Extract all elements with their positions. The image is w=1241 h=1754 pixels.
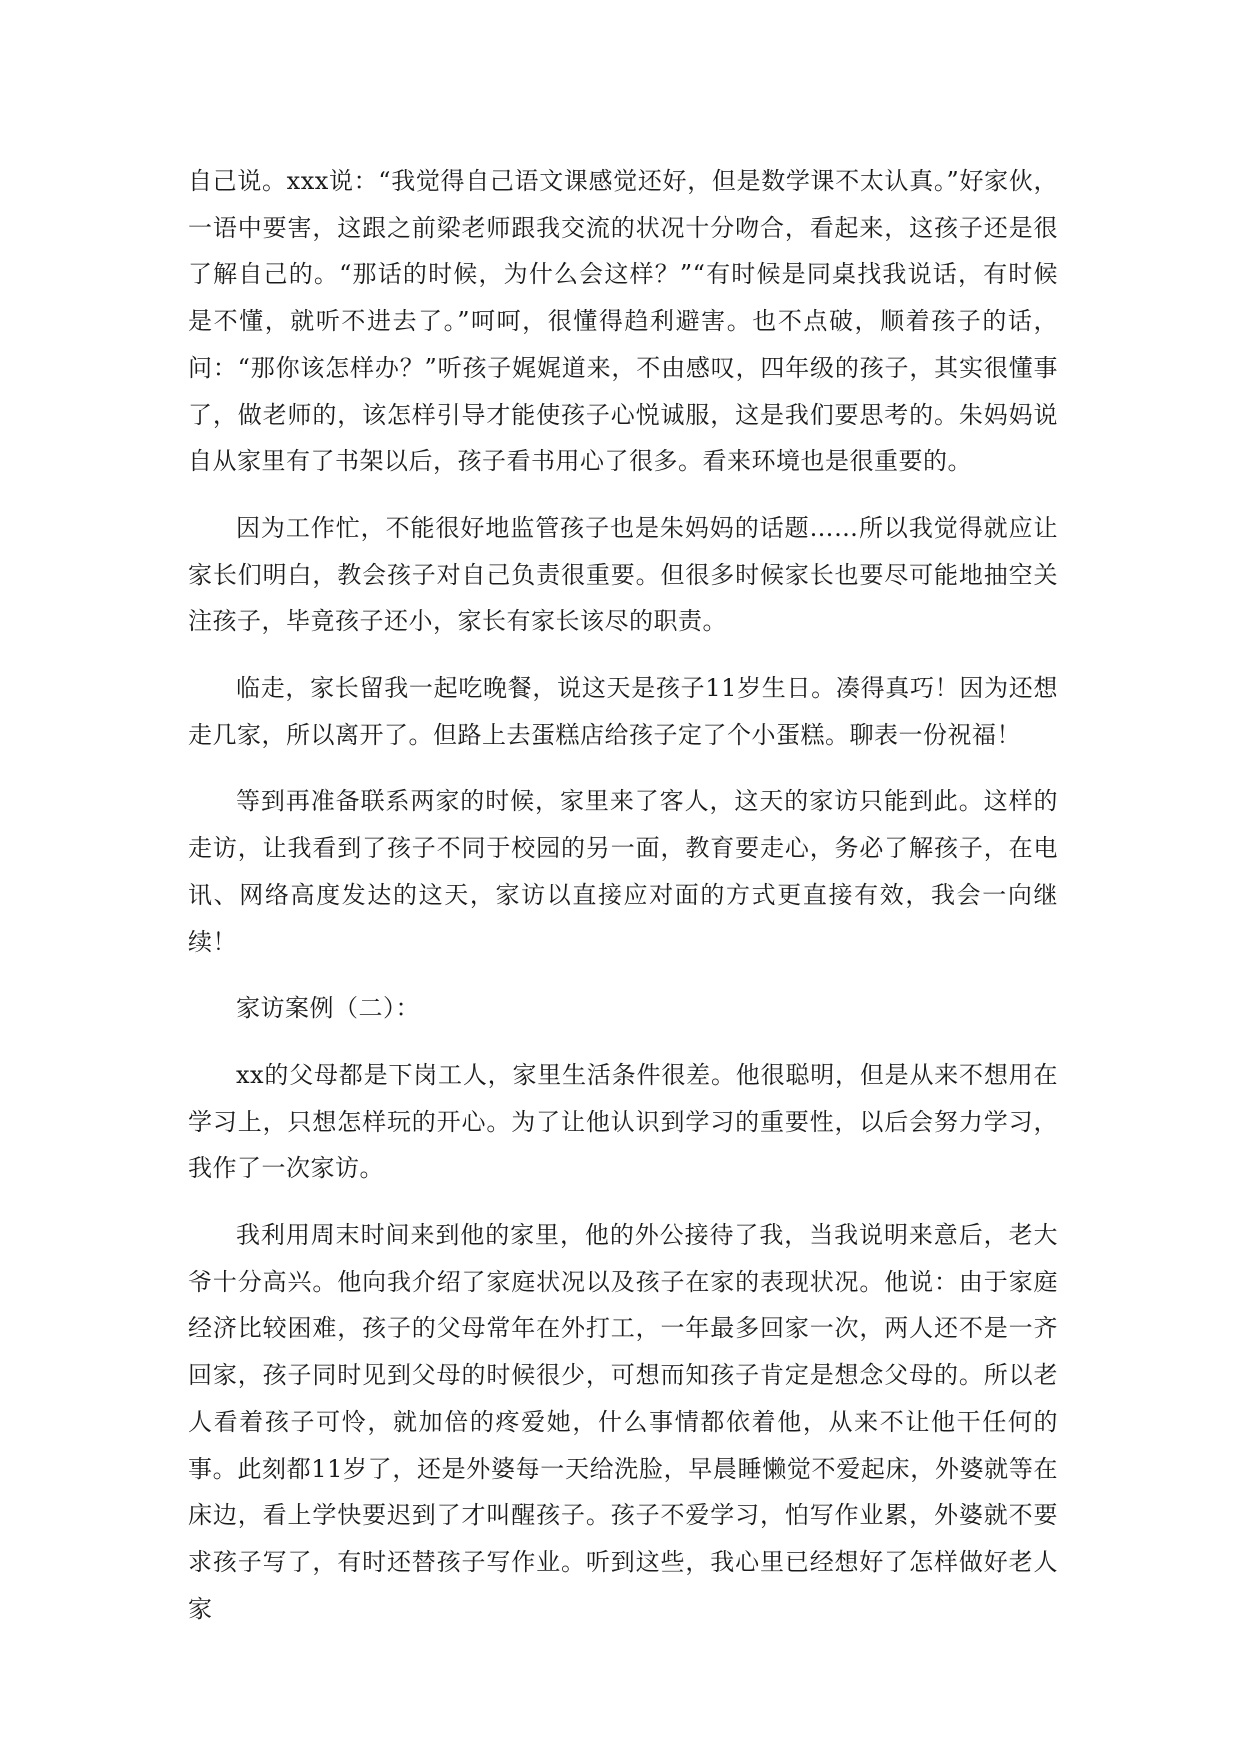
- section-heading-case-two: 家访案例（二）：: [236, 994, 420, 1023]
- paragraph-birthday: 临走，家长留我一起吃晚餐，说这天是孩子11岁生日。凑得真巧！因为还想走几家，所以离开了。但路上去蛋糕店给孩子定了个小蛋糕。聊表一份祝福！: [188, 674, 1058, 749]
- paragraph-continuation: 自己说。xxx说：“我觉得自己语文课感觉还好，但是数学课不太认真。”好家伙，一语中要害，这跟之前梁老师跟我交流的状况十分吻合，看起来，这孩子还是很了解自己的。“那话的时候，为什么会这样？”“有时候是同桌找我说话，有时候是不懂，就听不进去了。”呵呵，很懂得趋利避害。也不点破，顺着孩子的话，问：“那你该怎样办？”听孩子娓娓道来，不由感叹，四年级的孩子，其实很懂事了，做老师的，该怎样引导才能使孩子心悦诚服，这是我们要思考的。朱妈妈说自从家里有了书架以后，孩子看书用心了很多。看来环境也是很重要的。: [188, 167, 1058, 476]
- document-body: [188, 158, 1058, 1652]
- paragraph-work-busy: 因为工作忙，不能很好地监管孩子也是朱妈妈的话题……所以我觉得就应让家长们明白，教会孩子对自己负责很重要。但很多时候家长也要尽可能地抽空关注孩子，毕竟孩子还小，家长有家长该尽的职责。: [188, 513, 1058, 636]
- paragraph-case-two-intro: xx的父母都是下岗工人，家里生活条件很差。他很聪明，但是从来不想用在学习上，只想怎样玩的开心。为了让他认识到学习的重要性，以后会努力学习，我作了一次家访。: [188, 1060, 1058, 1183]
- paragraph-visit-reflection: 等到再准备联系两家的时候，家里来了客人，这天的家访只能到此。这样的走访，让我看到了孩子不同于校园的另一面，教育要走心，务必了解孩子，在电讯、网络高度发达的这天，家访以直接应对面的方式更直接有效，我会一向继续！: [188, 787, 1058, 956]
- paragraph-case-two-visit: 我利用周末时间来到他的家里，他的外公接待了我，当我说明来意后，老大爷十分高兴。他向我介绍了家庭状况以及孩子在家的表现状况。他说：由于家庭经济比较困难，孩子的父母常年在外打工，一年最多回家一次，两人还不是一齐回家，孩子同时见到父母的时候很少，可想而知孩子肯定是想念父母的。所以老人看着孩子可怜，就加倍的疼爱她，什么事情都依着他，从来不让他干任何的事。此刻都11岁了，还是外婆每一天给洗脸，早晨睡懒觉不爱起床，外婆就等在床边，看上学快要迟到了才叫醒孩子。孩子不爱学习，怕写作业累，外婆就不要求孩子写了，有时还替孩子写作业。听到这些，我心里已经想好了怎样做好老人家: [188, 1221, 1058, 1623]
